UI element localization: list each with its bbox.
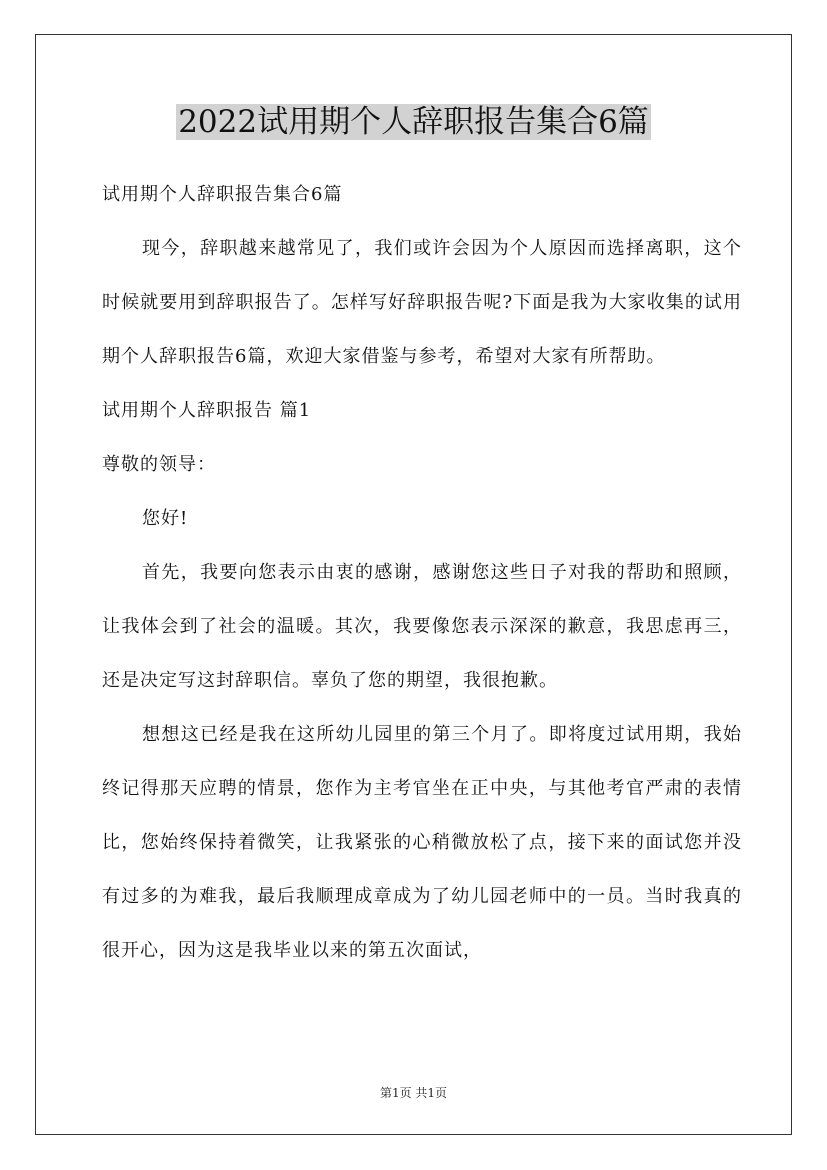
document-body: [102, 168, 742, 978]
body-paragraph-1: 首先，我要向您表示由衷的感谢，感谢您这些日子对我的帮助和照顾，让我体会到了社会的温暖。其次，我要像您表示深深的歉意，我思虑再三，还是决定写这封辞职信。辜负了您的期望，我很抱歉。: [102, 562, 742, 691]
page-footer: 第1页 共1页: [379, 1086, 448, 1100]
greeting: 您好!: [142, 508, 189, 529]
document-subtitle: 试用期个人辞职报告集合6篇: [102, 184, 343, 205]
intro-paragraph: 现今，辞职越来越常见了，我们或许会因为个人原因而选择离职，这个时候就要用到辞职报告了。怎样写好辞职报告呢?下面是我为大家收集的试用期个人辞职报告6篇，欢迎大家借鉴与参考，希望对大家有所帮助。: [102, 238, 742, 367]
document-title: [0, 98, 827, 146]
section-heading: 试用期个人辞职报告 篇1: [102, 400, 312, 421]
body-paragraph-2: 想想这已经是我在这所幼儿园里的第三个月了。即将度过试用期，我始终记得那天应聘的情景，您作为主考官坐在正中央，与其他考官严肃的表情比，您始终保持着微笑，让我紧张的心稍微放松了点，接下来的面试您并没有过多的为难我，最后我顺理成章成为了幼儿园老师中的一员。当时我真的很开心，因为这是我毕业以来的第五次面试，: [102, 724, 742, 961]
salutation: 尊敬的领导：: [102, 454, 216, 475]
document-title-text: 2022试用期个人辞职报告集合6篇: [178, 104, 649, 140]
